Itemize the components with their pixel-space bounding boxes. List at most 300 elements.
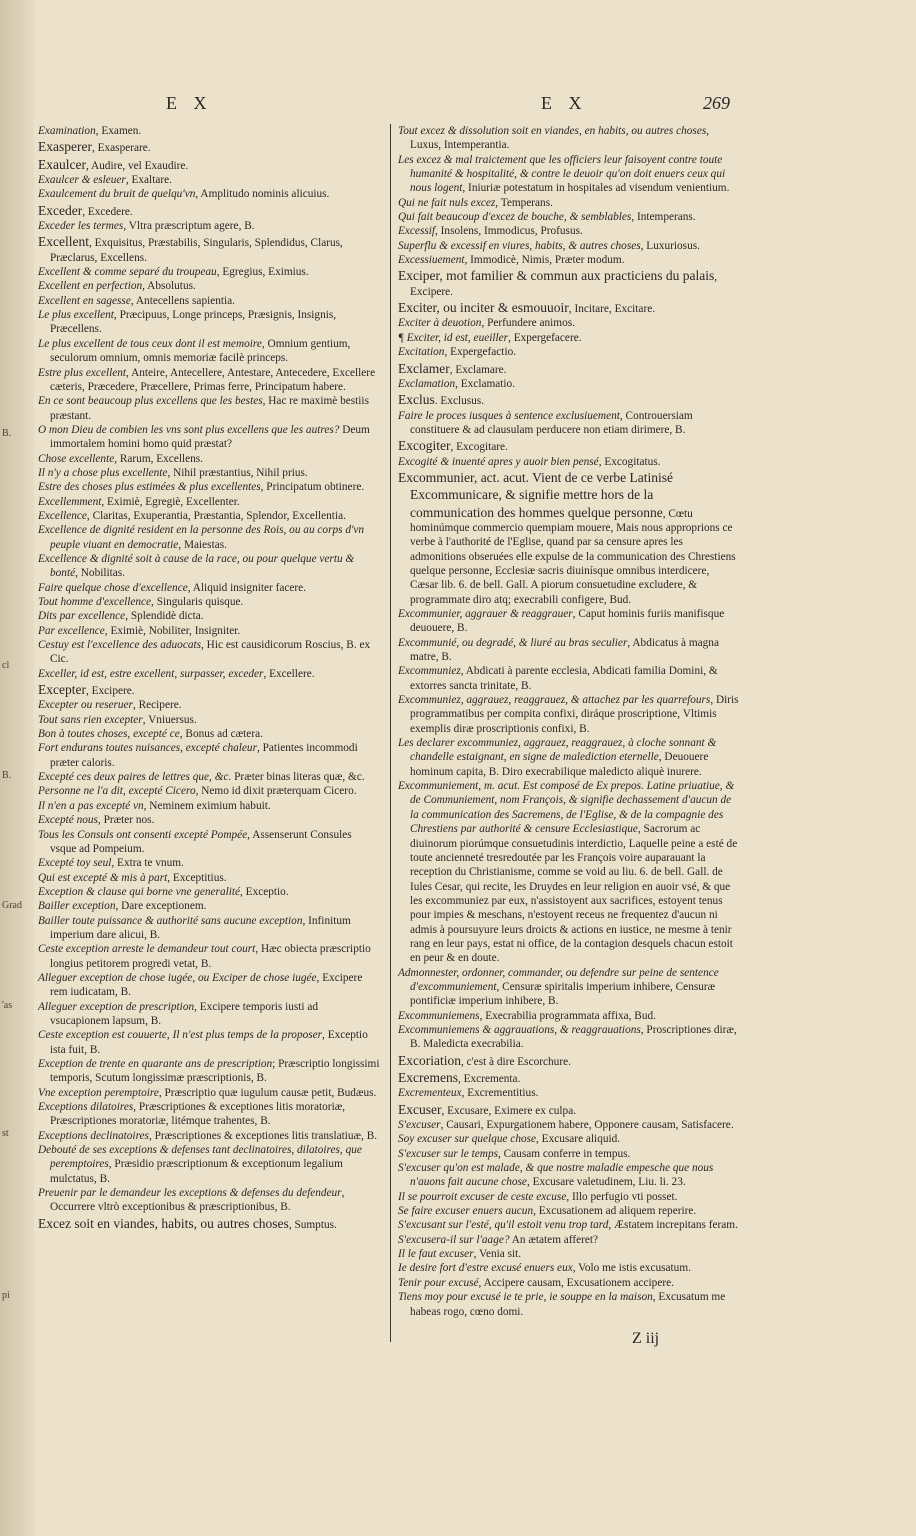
entry-translation: , Patientes incommodi præter caloris. — [50, 742, 358, 769]
dictionary-entry — [38, 509, 380, 523]
entry-headword: Les excez & mal traictement que les officiers leur faisoyent contre toute humanité & hospitalité, & contre le deuoir qu'on doit enuers ceux qui nous logent — [398, 153, 726, 195]
dictionary-entry — [38, 1143, 380, 1186]
entry-headword: Tous les Consuls ont consenti excepté Pompée — [38, 828, 248, 841]
margin-mark: B. — [2, 770, 12, 781]
dictionary-entry — [398, 1190, 740, 1204]
entry-headword: Faire le proces iusques à sentence exclusiuement — [398, 409, 620, 422]
entry-headword: Qui est excepté & mis à part — [38, 871, 168, 884]
entry-headword: O mon Dieu de combien les vns sont plus excellens que les autres? — [38, 423, 340, 436]
dictionary-entry — [38, 337, 380, 366]
entry-headword: Excellence & dignité soit à cause de la race, ou pour quelque vertu & bonté — [38, 552, 355, 580]
entry-headword: Tenir pour excusé — [398, 1276, 479, 1289]
entry-headword: Exaulcer & esleuer — [38, 174, 126, 187]
entry-translation: , Deuouere hominum capita, B. Diro execrabilique maledicto aliquè inurere. — [410, 751, 709, 778]
entry-headword: Excommuniemens & aggrauations, & reaggrauations — [398, 1023, 641, 1036]
dictionary-entry — [398, 779, 740, 965]
entry-translation: , Excipere. — [85, 685, 135, 698]
margin-mark: pi — [2, 1290, 10, 1301]
entry-headword: Excellent en perfection — [38, 280, 143, 293]
entry-translation: , Extra te vnum. — [111, 857, 184, 870]
dictionary-entry — [38, 609, 380, 623]
dictionary-entry — [38, 667, 380, 681]
entry-headword: Exaulcement du bruit de quelqu'vn — [38, 188, 196, 201]
entry-headword: Tout sans rien excepter — [38, 713, 143, 726]
entry-translation: ; Præscriptio longissimi temporis, Scutum longissimæ præscriptionis, B. — [50, 1058, 380, 1085]
entry-translation: , c'est à dire Escorchure. — [460, 1055, 571, 1068]
entry-translation: , Volo me istis excusatum. — [572, 1262, 691, 1275]
entry-headword: Ie desire fort d'estre excusé enuers eux — [398, 1262, 573, 1275]
entry-headword: Exciter à deuotion — [398, 317, 482, 330]
entry-translation: , Exasperare. — [91, 142, 151, 155]
entry-translation: , Maiestas. — [178, 538, 227, 551]
dictionary-entry — [38, 265, 380, 279]
dictionary-entry — [38, 899, 380, 913]
dictionary-entry — [38, 466, 380, 480]
entry-headword: Exceptions declinatoires — [38, 1129, 149, 1142]
entry-headword: Exception de trente en quarante ans de prescription — [38, 1058, 273, 1070]
dictionary-entry — [38, 799, 380, 813]
entry-headword: Excitation — [398, 346, 445, 359]
entry-translation: , Præsidio præscriptionum & exceptionum legalium mulctatus, B. — [50, 1158, 343, 1185]
entry-headword: S'excuser — [398, 1119, 441, 1132]
previous-page-edge — [0, 0, 34, 1536]
entry-headword: Excepté ces deux paires de lettres que, &c. — [38, 771, 232, 784]
dictionary-entry — [398, 1147, 740, 1161]
entry-translation: , Censuræ spiritalis imperium inhibere, Censuræ pontificiæ imperium inhibere, B. — [410, 980, 716, 1008]
entry-translation: , Hic est causidicorum Roscius, B. ex Cic. — [50, 639, 371, 666]
left-column — [38, 124, 380, 1232]
dictionary-entry — [38, 741, 380, 770]
dictionary-entry — [38, 138, 380, 155]
entry-translation: , Eximiè, Nobiliter, Insigniter. — [104, 624, 241, 637]
entry-translation: , Vltra præscriptum agere, B. — [123, 220, 255, 233]
entry-translation: , Proscriptiones diræ, B. Maledicta execrabilia. — [410, 1023, 737, 1051]
dictionary-entry — [38, 828, 380, 857]
entry-headword: S'excusant sur l'esté, qu'il estoit venu trop tard — [398, 1219, 609, 1232]
dictionary-entry — [398, 196, 740, 210]
dictionary-entry — [38, 727, 380, 741]
entry-headword: Excommunié, ou degradé, & liuré au bras seculier — [398, 636, 628, 649]
entry-headword: Se faire excuser enuers aucun — [398, 1205, 534, 1218]
entry-translation: , Infinitum imperium dare alicui, B. — [50, 914, 351, 941]
dictionary-entry — [398, 469, 740, 607]
entry-headword: Dits par excellence — [38, 610, 126, 623]
entry-headword: Soy excuser sur quelque chose — [398, 1133, 537, 1146]
entry-translation: , Luxuriosus. — [640, 239, 700, 252]
entry-translation: , Singularis quisque. — [151, 596, 244, 608]
entry-headword: Par excellence — [38, 624, 105, 637]
entry-translation: , Exaltare. — [125, 174, 172, 187]
entry-headword: Bon à toutes choses, excepté ce — [38, 728, 180, 741]
entry-translation: , Expergefacere. — [508, 331, 582, 344]
dictionary-entry — [38, 713, 380, 727]
entry-translation: , Hæc obiecta præscriptio longius petitorem progredi vetat, B. — [50, 943, 371, 970]
dictionary-entry — [38, 1000, 380, 1029]
entry-headword: Le plus excellent — [38, 309, 114, 322]
dictionary-entry — [398, 1069, 740, 1086]
entry-headword: Alleguer exception de chose iugée, ou Exciper de chose iugée — [38, 971, 317, 984]
entry-headword: Excellent & comme separé du troupeau — [38, 266, 217, 279]
dictionary-entry — [38, 813, 380, 827]
dictionary-entry — [38, 187, 380, 201]
entry-translation: , Assenserunt Consules vsque ad Pompeium. — [50, 828, 352, 855]
dictionary-entry — [398, 253, 740, 267]
entry-translation: , Excusatum me habeas rogo, cœno domi. — [410, 1291, 726, 1318]
entry-translation: , Immodicè, Nimis, Præter modum. — [464, 254, 625, 267]
entry-translation: , Abdicati à parente ecclesia, Abdicati familia Domini, & extorres sancta trinitate, B. — [410, 665, 718, 692]
entry-headword: Il n'y a chose plus excellente — [38, 466, 168, 479]
entry-headword: Exaulcer — [38, 156, 86, 172]
entry-headword: Excremens — [398, 1070, 458, 1085]
dictionary-entry — [38, 681, 380, 698]
entry-translation: , Sumptus. — [288, 1218, 337, 1231]
entry-headword: Estre plus excellent — [38, 366, 127, 379]
dictionary-entry — [398, 1086, 740, 1100]
entry-translation: , Præscriptiones & exceptiones litis translatiuæ, B. — [148, 1129, 378, 1142]
entry-headword: Exclus — [398, 392, 435, 408]
entry-translation: , Execrabilia programmata affixa, Bud. — [479, 1009, 656, 1022]
entry-translation: , Occurrere vltrò exceptionibus & præscriptionibus, B. — [50, 1187, 345, 1214]
entry-translation: , Excipere. — [410, 271, 718, 298]
entry-translation: , Accipere causam, Excusationem accipere. — [478, 1276, 674, 1289]
running-head-left: E X — [166, 93, 213, 113]
entry-translation: . Exclusus. — [434, 395, 485, 408]
entry-translation: , Principatum obtinere. — [260, 481, 365, 494]
entry-headword: Exceller, id est, estre excellent, surpasser, exceder — [38, 667, 264, 680]
entry-translation: , Insolens, Immodicus, Profusus. — [435, 225, 583, 238]
entry-translation: , Exceptitius. — [167, 871, 227, 884]
entry-translation: Deum immortalem homini homo quid præstat? — [50, 423, 370, 451]
margin-mark: cl — [2, 660, 10, 671]
entry-translation: , Excipere rem iudicatam, B. — [50, 971, 363, 999]
dictionary-entry — [38, 914, 380, 943]
entry-translation: , Excipere temporis iusti ad vsucapionem lapsum, B. — [50, 1000, 319, 1027]
dictionary-entry — [38, 856, 380, 870]
entry-headword: Excessiuement — [398, 254, 465, 267]
entry-translation: , Controuersiam constituere & ad clausulam perducere non etiam dirimere, B. — [410, 409, 693, 436]
entry-headword: Chose excellente — [38, 452, 115, 465]
entry-translation: , Hac re maximè bestiis præstant. — [50, 395, 369, 422]
entry-translation: , Excedere. — [82, 205, 133, 218]
entry-headword: Tout homme d'excellence — [38, 596, 152, 608]
dictionary-entry — [38, 308, 380, 337]
entry-headword: Personne ne l'a dit, excepté Cicero — [38, 785, 196, 798]
dictionary-entry — [38, 495, 380, 509]
entry-headword: Excommuniement, m. acut. Est composé de Ex prepos. Latine priuatiue, & de Communiement, nom François, & signifie dechassement d'aucun de la communication des Sacremens, de l'Eglise, & de la compagnie des Chrestiens par authorité & censure Ecclesiastique — [398, 780, 735, 836]
entry-headword: ¶ Exciter, id est, eueiller — [398, 331, 509, 344]
dictionary-entry — [398, 455, 740, 469]
dictionary-entry — [38, 233, 380, 265]
entry-headword: Faire quelque chose d'excellence — [38, 581, 188, 594]
entry-translation: , Excogitare. — [450, 441, 508, 454]
dictionary-entry — [38, 581, 380, 595]
entry-translation: , Caput hominis furiis manifisque deuouere, B. — [410, 608, 725, 635]
entry-translation: , Vniuersus. — [142, 713, 197, 726]
entry-headword: Excommunier, act. acut. Vient de ce verbe Latinisé Excommunicare, & signifie mettre hors de la communication des hommes quelque personne — [398, 469, 674, 520]
entry-translation: , Amplitudo nominis alicuius. — [195, 188, 330, 201]
dictionary-entry — [398, 1052, 740, 1069]
dictionary-entry — [398, 437, 740, 454]
dictionary-entry — [398, 1247, 740, 1261]
dictionary-entry — [398, 636, 740, 665]
dictionary-entry — [398, 1218, 740, 1232]
entry-translation: , Intemperans. — [631, 211, 696, 224]
entry-headword: Superflu & excessif en viures, habits, & autres choses — [398, 239, 641, 252]
dictionary-entry — [398, 966, 740, 1009]
entry-headword: Preuenir par le demandeur les exceptions & defenses du defendeur — [38, 1187, 342, 1200]
entry-headword: S'excuser sur le temps — [398, 1147, 498, 1160]
dictionary-entry — [38, 423, 380, 452]
dictionary-entry — [38, 452, 380, 466]
dictionary-entry — [398, 391, 740, 408]
entry-headword: Ceste exception arreste le demandeur tout court — [38, 943, 256, 956]
entry-headword: Excez soit en viandes, habits, ou autres choses — [38, 1215, 289, 1231]
entry-translation: , Nemo id dixit præterquam Cicero. — [195, 785, 357, 798]
dictionary-entry — [38, 698, 380, 712]
entry-headword: Excommunier, aggrauer & reaggrauer — [398, 608, 573, 620]
dictionary-entry — [38, 394, 380, 423]
dictionary-entry — [38, 871, 380, 885]
entry-translation: , Luxus, Intemperantia. — [410, 125, 710, 152]
dictionary-entry — [398, 124, 740, 153]
entry-headword: Excellent en sagesse — [38, 294, 131, 307]
entry-translation: , Perfundere animos. — [481, 317, 575, 330]
entry-headword: Excepté nous — [38, 814, 98, 827]
dictionary-entry — [398, 239, 740, 253]
entry-headword: Le plus excellent de tous ceux dont il est memoire — [38, 337, 262, 350]
entry-headword: Bailler exception — [38, 900, 116, 913]
entry-translation: , Abdicatus à magna matre, B. — [410, 636, 719, 664]
entry-headword: Excommuniez — [398, 665, 461, 678]
entry-translation: , Nihil præstantius, Nihil prius. — [167, 466, 308, 479]
entry-translation: , Iniuriæ potestatum in hospitales ad visendum venientium. — [462, 182, 730, 195]
dictionary-entry — [398, 1009, 740, 1023]
entry-headword: Bailler toute puissance & authorité sans aucune exception — [38, 914, 303, 927]
entry-translation: , Rarum, Excellens. — [114, 452, 203, 465]
entry-translation: , Diris programmatibus per compita confixi, diráque proscriptione, Vltimis exemplis diræ proscriptionis confixi, B. — [410, 694, 739, 735]
entry-translation: , Exceptio. — [240, 885, 289, 898]
entry-translation: , Antecellens sapientia. — [130, 294, 236, 307]
entry-headword: Excoriation — [398, 1052, 461, 1068]
entry-translation: , Præter nos. — [97, 814, 155, 827]
entry-translation: , Audire, vel Exaudire. — [85, 159, 189, 172]
entry-headword: Excellent — [38, 234, 89, 250]
dictionary-entry — [398, 1290, 740, 1319]
dictionary-entry — [398, 267, 740, 299]
entry-translation: , Aliquid insigniter facere. — [187, 581, 307, 594]
entry-headword: Admonnester, ordonner, commander, ou defendre sur peine de sentence d'excommuniement — [398, 966, 719, 993]
entry-translation: , Incitare, Excitare. — [568, 303, 656, 316]
dictionary-entry — [398, 377, 740, 391]
entry-translation: , Æstatem increpitans feram. — [608, 1219, 738, 1232]
entry-headword: Il le faut excuser — [398, 1248, 474, 1261]
dictionary-entry — [398, 331, 740, 345]
entry-translation: , Anteire, Antecellere, Antestare, Antecedere, Excellere cæteris, Præcedere, Præcellere, Primas ferre, Principatum habere. — [50, 366, 376, 393]
entry-headword: Exception & clause qui borne vne generalité — [38, 885, 241, 898]
dictionary-entry — [398, 1118, 740, 1132]
entry-translation: , Eximiè, Egregiè, Excellenter. — [101, 495, 240, 508]
entry-headword: Excellence — [38, 509, 87, 522]
entry-translation: , Cœtu hominúmque commercio quempiam mouere, Mais nous approprions ce verbe à l'authorité de l'Eglise, quand par sa censure apres les admonitions obseruées elle expulse de la communication des Chrestiens quelque personne, Ecclesiæ sacris diuinísque omnibus interdicere, Cæsar lib. 6. de bell. Gall. A piorum consuetudine excludere, & programmate diro atq; execrabili configere, Bud. — [410, 507, 736, 606]
dictionary-entry — [38, 885, 380, 899]
dictionary-entry — [398, 1276, 740, 1290]
entry-translation: , Excusationem ad aliquem reperire. — [533, 1205, 697, 1218]
entry-translation: , Præscriptiones & exceptiones litis moratoriæ, Præscriptiones moratoriæ, litémque trahentes, B. — [50, 1101, 346, 1128]
dictionary-entry — [398, 409, 740, 438]
entry-translation: , Absolutus. — [142, 280, 196, 293]
entry-headword: S'excuser qu'on est malade, & que nostre maladie empesche que nous n'auons fait aucune chose — [398, 1162, 714, 1189]
dictionary-entry — [38, 784, 380, 798]
entry-headword: Excepté toy seul — [38, 857, 112, 870]
entry-translation: , Recipere. — [132, 699, 182, 712]
page-number: 269 — [703, 93, 730, 113]
dictionary-entry — [38, 971, 380, 1000]
margin-mark: 'as — [2, 1000, 13, 1011]
entry-translation: , Exclamatio. — [455, 377, 516, 390]
column-divider — [390, 124, 391, 1342]
entry-translation: , Sacrorum ac diuinorum piorúmque consuetudinis interdictio, Laquelle peine a esté de toute ancienneté tresredoutée par les François voire auparauant la reception du Christianisme, comme se void au liu. 6. de bell. Gall. de Iules Cesar, qui recite, les Druydes en leur religion en auoir vsé, & que les excommuniez par eux, n'assistoyent aux sacrifices, estoyent tenus pour impies & meschans, n'estoyent receus ne frequentez d'aucun ni admis à poursuyure leurs droicts & actions en iustice, ne mesme à tenir rang en leur pays, estat ni office, de la contagion desquels chacun estoit en peur & en doute. — [410, 823, 738, 965]
entry-headword: Excepter ou reseruer — [38, 699, 133, 712]
entry-headword: Excessif — [398, 225, 436, 238]
entry-headword: Exciter, ou inciter & esmouuoir — [398, 300, 569, 316]
right-column — [398, 124, 740, 1319]
dictionary-entry — [38, 294, 380, 308]
dictionary-entry — [398, 736, 740, 779]
entry-headword: Exasperer — [38, 139, 92, 155]
dictionary-entry — [38, 552, 380, 581]
dictionary-entry — [398, 316, 740, 330]
entry-headword: Exceder — [38, 202, 83, 218]
entry-headword: Excuser — [398, 1101, 442, 1117]
entry-translation: , Exclamare. — [449, 363, 507, 376]
dictionary-entry — [38, 770, 380, 784]
dictionary-entry — [398, 224, 740, 238]
entry-headword: Tout excez & dissolution soit en viandes, en habits, ou autres choses — [398, 125, 707, 137]
entry-headword: Debouté de ses exceptions & defenses tant declinatoires, dilatoires, que peremptoires — [38, 1144, 362, 1171]
entry-translation: , Omnium gentium, seculorum omnium, omnis memoriæ facilè princeps. — [50, 337, 351, 365]
dictionary-entry — [398, 210, 740, 224]
entry-headword: Il n'en a pas excepté vn — [38, 799, 144, 812]
dictionary-entry — [398, 664, 740, 693]
entry-headword: Vne exception peremptoire — [38, 1086, 159, 1099]
dictionary-entry — [38, 595, 380, 609]
dictionary-entry — [38, 279, 380, 293]
dictionary-entry — [398, 607, 740, 636]
dictionary-entry — [398, 345, 740, 359]
dictionary-entry — [38, 1028, 380, 1057]
dictionary-entry — [398, 299, 740, 316]
entry-translation: , Excogitatus. — [598, 455, 661, 468]
margin-mark: B. — [2, 428, 12, 439]
entry-headword: Examination — [38, 125, 96, 137]
entry-headword: Excommuniez, aggrauez, reaggrauez, & attachez par les quarrefours — [398, 694, 711, 707]
entry-translation: , Excrementitius. — [461, 1087, 539, 1100]
entry-translation: , Præscriptio quæ iugulum causæ petit, Budæus. — [158, 1086, 377, 1099]
entry-translation: , Splendidè dicta. — [125, 610, 204, 623]
margin-mark: st — [2, 1128, 9, 1139]
entry-headword: Exclamation — [398, 377, 456, 390]
entry-translation: , Claritas, Exuperantia, Præstantia, Splendor, Excellentia. — [86, 509, 346, 522]
entry-translation: , Venia sit. — [473, 1248, 522, 1261]
entry-headword: Excepter — [38, 682, 86, 698]
entry-headword: Fort endurans toutes nuisances, excepté chaleur — [38, 742, 257, 755]
dictionary-entry — [398, 1023, 740, 1052]
entry-headword: Qui ne fait nuls excez — [398, 196, 496, 209]
dictionary-entry — [398, 360, 740, 377]
entry-translation: , Illo perfugio vti posset. — [566, 1190, 678, 1203]
entry-headword: S'excusera-il sur l'aage? — [398, 1233, 510, 1246]
entry-translation: , Examen. — [95, 125, 142, 137]
dictionary-entry — [38, 173, 380, 187]
entry-translation: , Excusare aliquid. — [536, 1133, 621, 1146]
dictionary-entry — [38, 624, 380, 638]
entry-translation: , Exceptio ista fuit, B. — [50, 1029, 368, 1056]
dictionary-entry — [38, 1057, 380, 1086]
signature-mark: Z iij — [632, 1330, 660, 1347]
entry-translation: , Bonus ad cætera. — [179, 728, 263, 741]
dictionary-entry — [38, 156, 380, 173]
entry-headword: Excogité & inuenté apres y auoir bien pensé — [398, 455, 599, 468]
dictionary-entry — [38, 1129, 380, 1143]
entry-translation: , Neminem eximium habuit. — [143, 799, 271, 812]
entry-headword: Il se pourroit excuser de ceste excuse — [398, 1190, 567, 1203]
entry-translation: , Excusare, Eximere ex culpa. — [441, 1104, 577, 1117]
entry-headword: Exceder les termes — [38, 220, 124, 233]
margin-mark: Grad — [2, 900, 22, 911]
dictionary-entry — [398, 1101, 740, 1118]
entry-translation: , Expergefactio. — [444, 346, 517, 359]
entry-translation: , Præcipuus, Longe princeps, Præsignis, Insignis, Præcellens. — [50, 309, 337, 336]
dictionary-entry — [398, 1204, 740, 1218]
dictionary-entry — [38, 1215, 380, 1232]
dictionary-entry — [38, 523, 380, 552]
entry-translation: , Temperans. — [495, 196, 553, 209]
dictionary-entry — [38, 124, 380, 138]
dictionary-entry — [398, 1161, 740, 1190]
entry-translation: , Exquisitus, Præstabilis, Singularis, Splendidus, Clarus, Præclarus, Excellens. — [50, 237, 343, 264]
entry-headword: Ceste exception est couuerte, Il n'est plus temps de la proposer — [38, 1029, 323, 1042]
entry-translation: , Egregius, Eximius. — [216, 266, 309, 279]
dictionary-entry — [398, 153, 740, 196]
entry-translation: , Excellere. — [263, 667, 315, 680]
entry-headword: Exciper, mot familier & commun aux practiciens du palais — [398, 268, 715, 284]
dictionary-entry — [38, 202, 380, 219]
dictionary-entry — [38, 1086, 380, 1100]
entry-headword: Excrementeux — [398, 1087, 462, 1100]
entry-headword: Tiens moy pour excusé ie te prie, ie souppe en la maison — [398, 1291, 653, 1304]
entry-headword: Excellemment — [38, 495, 102, 508]
dictionary-entry — [38, 1186, 380, 1215]
dictionary-entry — [38, 480, 380, 494]
entry-headword: Exceptions dilatoires — [38, 1101, 134, 1114]
entry-translation: Præter binas literas quæ, &c. — [231, 771, 365, 784]
entry-headword: Cestuy est l'excellence des aduocats — [38, 639, 202, 652]
entry-headword: Les declarer excommuniez, aggrauez, reaggrauez, à cloche sonnant & chandelle estaignant, en signe de malediction eternelle — [398, 737, 717, 764]
dictionary-entry — [38, 942, 380, 971]
dictionary-entry — [38, 366, 380, 395]
entry-translation: An ætatem afferet? — [509, 1233, 599, 1246]
dictionary-entry — [398, 1233, 740, 1247]
entry-translation: , Causam conferre in tempus. — [497, 1147, 631, 1160]
dictionary-entry — [398, 1261, 740, 1275]
entry-headword: Estre des choses plus estimées & plus excellentes — [38, 481, 261, 494]
entry-headword: Excogiter — [398, 438, 451, 454]
entry-translation: , Causari, Expurgationem habere, Opponere causam, Satisfacere. — [440, 1119, 734, 1132]
dictionary-entry — [398, 693, 740, 736]
entry-translation: , Excusare valetudinem, Liu. li. 23. — [526, 1176, 686, 1189]
dictionary-entry — [398, 1132, 740, 1146]
entry-headword: Excommuniemens — [398, 1009, 480, 1022]
